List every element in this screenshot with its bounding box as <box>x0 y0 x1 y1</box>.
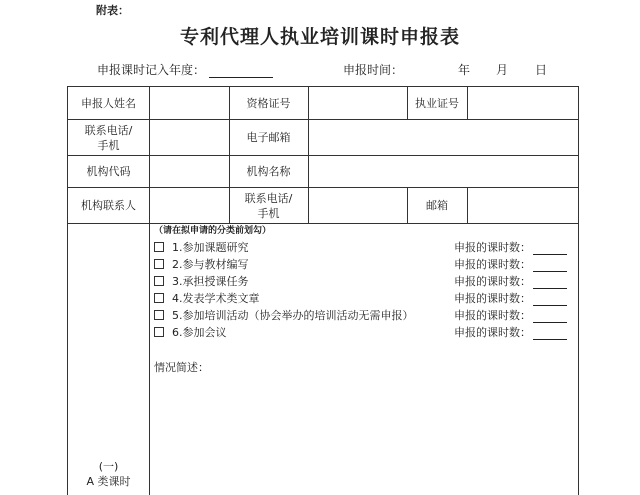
year-label: 申报课时记入年度： <box>97 63 206 77</box>
month-char: 月 <box>496 63 509 77</box>
applicant-name-label: 申报人姓名 <box>81 96 136 110</box>
summary-label: 情况简述： <box>154 361 209 374</box>
category-hint: （请在拟申请的分类前划勾） <box>154 226 272 236</box>
hours-blank[interactable] <box>533 243 567 255</box>
hours-label: 申报的课时数： <box>454 275 531 288</box>
org-name-input[interactable] <box>309 156 578 187</box>
hours-field <box>454 273 567 289</box>
org-name-label: 机构名称 <box>246 165 291 178</box>
org-code-input[interactable] <box>150 156 229 187</box>
category-label: 1.参加课题研究 <box>172 241 249 254</box>
hours-field <box>454 256 567 272</box>
org-code-label: 机构代码 <box>86 165 131 178</box>
applicant-name-input[interactable] <box>150 87 229 119</box>
org-contact-label: 机构联系人 <box>81 199 136 212</box>
row-divider <box>68 223 578 224</box>
checkbox[interactable] <box>154 276 164 286</box>
hours-label: 申报的课时数： <box>454 258 531 271</box>
category-item[interactable] <box>154 290 260 306</box>
hours-field <box>454 324 567 340</box>
hours-label: 申报的课时数： <box>454 241 531 254</box>
email-input[interactable] <box>309 120 578 155</box>
checkbox[interactable] <box>154 327 164 337</box>
category-label: 5.参加培训活动（协会举办的培训活动无需申报） <box>172 309 414 322</box>
checkbox[interactable] <box>154 259 164 269</box>
org-phone-label-line1: 联系电话/ <box>244 191 293 205</box>
hours-label: 申报的课时数： <box>454 326 531 339</box>
attachment-label: 附表： <box>96 4 129 17</box>
year-blank[interactable] <box>209 65 273 78</box>
hours-blank[interactable] <box>533 260 567 272</box>
hours-label: 申报的课时数： <box>454 292 531 305</box>
application-form <box>67 86 579 495</box>
category-item[interactable] <box>154 324 227 340</box>
year-field <box>97 61 273 78</box>
practice-no-input[interactable] <box>468 87 578 119</box>
hours-blank[interactable] <box>533 294 567 306</box>
hours-label: 申报的课时数： <box>454 309 531 322</box>
category-item[interactable] <box>154 307 414 323</box>
postal-label: 邮箱 <box>426 199 448 212</box>
class-a-title: A 类课时 <box>86 475 131 488</box>
practice-no-label: 执业证号 <box>415 96 459 110</box>
category-label: 4.发表学术类文章 <box>172 292 260 305</box>
day-char: 日 <box>535 63 548 77</box>
phone-label <box>68 120 149 155</box>
org-phone-label <box>229 188 308 223</box>
class-a-label <box>68 459 149 489</box>
category-item[interactable] <box>154 256 249 272</box>
checkbox[interactable] <box>154 242 164 252</box>
qualification-no-input[interactable] <box>309 87 407 119</box>
phone-label-line2: 手机 <box>97 138 120 152</box>
checkbox[interactable] <box>154 310 164 320</box>
phone-label-line1: 联系电话/ <box>84 123 133 137</box>
hours-blank[interactable] <box>533 328 567 340</box>
form-title: 专利代理人执业培训课时申报表 <box>179 26 460 48</box>
hours-field <box>454 239 567 255</box>
year-char: 年 <box>458 63 471 77</box>
hours-blank[interactable] <box>533 277 567 289</box>
org-phone-input[interactable] <box>309 188 407 223</box>
class-a-number: (一) <box>98 460 119 473</box>
category-item[interactable] <box>154 273 249 289</box>
category-label: 6.参加会议 <box>172 326 227 339</box>
checkbox[interactable] <box>154 293 164 303</box>
hours-field <box>454 290 567 306</box>
phone-input[interactable] <box>150 120 229 155</box>
category-label: 3.承担授课任务 <box>172 275 249 288</box>
qualification-no-label: 资格证号 <box>246 96 291 110</box>
org-phone-label-line2: 手机 <box>257 206 280 220</box>
hours-blank[interactable] <box>533 311 567 323</box>
time-label: 申报时间： <box>343 63 404 77</box>
category-label: 2.参与教材编写 <box>172 258 249 271</box>
postal-input[interactable] <box>468 188 578 223</box>
org-contact-input[interactable] <box>150 188 229 223</box>
email-label: 电子邮箱 <box>246 131 291 144</box>
hours-field <box>454 307 567 323</box>
category-item[interactable] <box>154 239 249 255</box>
